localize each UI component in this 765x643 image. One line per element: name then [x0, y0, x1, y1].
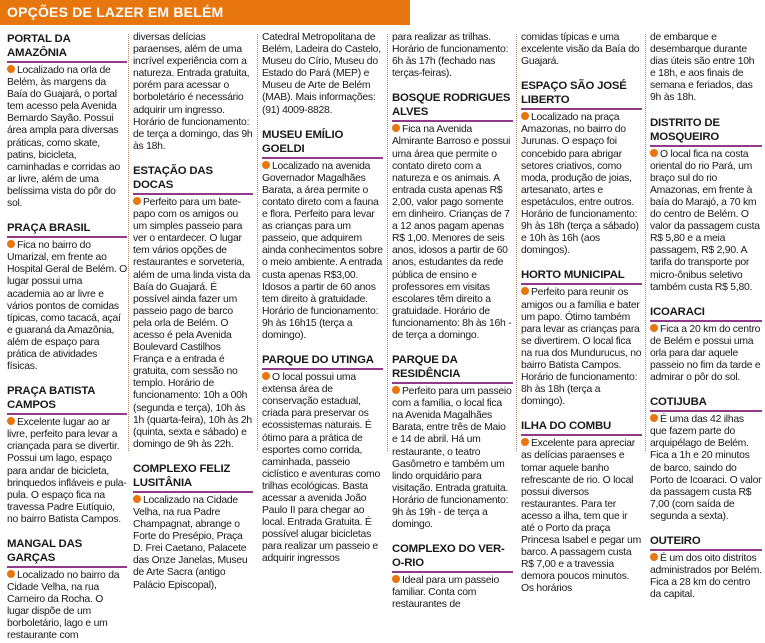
- orange-bullet-icon: [7, 417, 15, 425]
- page-title: OPÇÕES DE LAZER EM BELÉM: [7, 4, 224, 20]
- section-body: [7, 240, 127, 373]
- section-divider: [392, 571, 513, 573]
- section-body: [650, 324, 762, 384]
- section-divider: [521, 108, 642, 110]
- section-body: [392, 124, 513, 342]
- section-divider: [521, 434, 642, 436]
- section-body: [650, 149, 762, 294]
- section-text: Localizado na orla de Belém, às margens da Baía do Guajará, o portal tem acesso pela Avenida Bernardo Sayão. Possui área ampla para diversas práticas, como skate, patins, bicicleta, caminhadas e corridas ao ar livre, além de uma belíssima vista do pôr do sol.: [7, 65, 120, 210]
- section-text: Localizado na praça Amazonas, no bairro do Jurunas. O espaço foi concebido para abrigar setores criativos, como moda, produção de joias, artesanato, artes e espetáculos, entre outros. Horário de funcionamento: 9h às 18h (terça a sábado) e 10h às 16h (aos domingos).: [521, 112, 639, 257]
- section-text: Excelente para apreciar as delícias paraenses e tomar aquele banho refrescante de rio. O local possui diversos restaurantes. Para ter acesso a ilha, tem que ir até o Porto da praça Princesa Isabel e pegar um barco. A passagem custa R$ 7,00 e a travessia demora poucos minutos. Os horários: [521, 438, 641, 595]
- section-text: Ideal para um passeio familiar. Conta com restaurantes de: [392, 575, 499, 611]
- orange-bullet-icon: [262, 372, 270, 380]
- section-body: [392, 575, 513, 611]
- section-divider: [7, 413, 127, 415]
- section-text: Fica a 20 km do centro de Belém e possui uma orla para dar aquele passeio no fim da tarde e admirar o pôr do sol.: [650, 323, 761, 384]
- section-body: [521, 438, 642, 595]
- section-title: MANGAL DAS GARÇAS: [7, 538, 82, 564]
- section-text: Localizado na Cidade Velha, na rua Padre Champagnat, abrange o Forte do Presépio, Praça D. Frei Caetano, Palacete das Onze Janelas, Museu de Arte Sacra (antigo Palácio Episcopal),: [133, 494, 248, 591]
- column-1: [7, 32, 127, 642]
- section-title: COMPLEXO FELIZ LUSITÂNIA: [133, 462, 231, 489]
- section-divider: [7, 61, 127, 63]
- orange-bullet-icon: [392, 575, 400, 583]
- orange-bullet-icon: [7, 570, 15, 578]
- section-text: É uma das 42 ilhas que fazem parte do arquipélago de Belém. Fica a 1h e 20 minutos de barco, saindo do Porto de Icoaraci. O valor da passagem custa R$ 7,00 (com saída de segunda a sexta).: [650, 414, 762, 522]
- column-2: [133, 32, 253, 591]
- section-title: BOSQUE RODRIGUES ALVES: [392, 92, 511, 119]
- section-body: [262, 161, 383, 342]
- section-text: O local fica na costa oriental do rio Pará, um braço sul do rio Amazonas, em frente à baía do Marajó, a 70 km do centro de Belém. O valor da passagem custa R$ 5,80 e a meia passagem, R$ 2,90. A tarifa do transporte por micro-ônibus seletivo também custa R$ 5,80.: [650, 148, 760, 293]
- section-text: Fica na Avenida Almirante Barroso e possui uma área que permite o contato direto com a natureza e os animais. A entrada custa apenas R$ 2,00, valor pago somente em dinheiro. Crianças de 7 a 12 anos pagam apenas R$ 1,00. Menores de seis anos, idosos a partir de 60 anos, estudantes da rede pública de ensino e professores em visitas escolares têm direito a gratuidade. Horário de funcionamento: 8h às 16h - de terça a domingo.: [392, 124, 512, 341]
- section-divider: [650, 145, 762, 147]
- section-text: comidas típicas e uma excelente visão da Baía do Guajará.: [521, 32, 640, 68]
- orange-bullet-icon: [7, 65, 15, 73]
- section-body: [521, 32, 642, 68]
- column-3: [262, 32, 383, 565]
- page-title-banner: [0, 0, 410, 25]
- orange-bullet-icon: [650, 414, 658, 422]
- section-text: diversas delícias paraenses, além de uma incrível experiência com a natureza. Entrada gratuita, porém para acessar o borboletário é necessário adquirir um ingresso. Horário de funcionamento: de terça a domingo, das 9h às 18h.: [133, 32, 253, 152]
- section-divider: [392, 120, 513, 122]
- section-text: É um dos oito distritos administrados por Belém. Fica a 28 km do centro da capital.: [650, 553, 762, 601]
- section-divider: [650, 410, 762, 412]
- section-title: ILHA DO COMBU: [521, 420, 611, 433]
- section-divider: [7, 236, 127, 238]
- section-body: [650, 32, 762, 105]
- section-divider: [650, 320, 762, 322]
- section-text: de embarque e desembarque durante dias úteis são entre 10h e 18h, e aos finais de semana e feriados, das 9h às 18h.: [650, 32, 755, 104]
- section-divider: [521, 283, 642, 285]
- section-title: ESPAÇO SÃO JOSÉ LIBERTO: [521, 80, 627, 107]
- section-divider: [7, 566, 127, 568]
- section-body: [7, 65, 127, 210]
- section-body: [133, 32, 253, 153]
- column-5: [521, 32, 642, 595]
- section-text: Localizado no bairro da Cidade Velha, na rua Carneiro da Rocha. O lugar dispõe de um borboletário, lago e um restaurante com: [7, 570, 120, 642]
- section-body: [262, 372, 383, 566]
- section-text: Fica no bairro do Umarizal, em frente ao Hospital Geral de Belém. O lugar possui uma academia ao ar livre e vários pontos de comidas típicas, como tacacá, açaí e guaraná da Amazônia, além de espaço para prática de atividades físicas.: [7, 240, 127, 373]
- section-body: [650, 553, 762, 601]
- orange-bullet-icon: [650, 324, 658, 332]
- section-body: [521, 112, 642, 257]
- section-title: OUTEIRO: [650, 535, 701, 547]
- section-text: Perfeito para reunir os amigos ou a família e bater um papo. Ótimo também para levar as crianças para se divertirem. O local fica na rua dos Mundurucus, no bairro Batista Campos. Horário de funcionamento: 8h às 18h (terça a domingo).: [521, 287, 642, 408]
- section-title: MUSEU EMÍLIO GOELDI: [262, 128, 344, 155]
- section-title: PORTAL DA AMAZÔNIA: [7, 33, 71, 59]
- section-body: [521, 287, 642, 408]
- section-text: O local possui uma extensa área de conservação estadual, criada para preservar os ecossistemas naturais. É ótimo para a prática de esportes como corrida, caminhada, passeio ciclístico e aventuras como trilhas ecológicas. Basta acessar a avenida João Paulo II para chegar ao local. Entrada Gratuita. É possível alugar bicicletas para realizar um passeio e adquirir ingressos: [262, 372, 380, 565]
- orange-bullet-icon: [521, 112, 529, 120]
- section-divider: [133, 193, 253, 195]
- section-text: para realizar as trilhas. Horário de funcionamento: 6h às 17h (fechado nas terças-feiras).: [392, 32, 509, 80]
- orange-bullet-icon: [521, 287, 529, 295]
- section-divider: [650, 549, 762, 551]
- orange-bullet-icon: [262, 161, 270, 169]
- section-title: ICOARACI: [650, 305, 705, 318]
- orange-bullet-icon: [133, 197, 141, 205]
- section-title: COTIJUBA: [650, 396, 707, 409]
- section-body: [133, 197, 253, 451]
- section-body: [392, 32, 513, 80]
- article-columns: [0, 32, 765, 642]
- section-title: PRAÇA BATISTA CAMPOS: [7, 385, 95, 412]
- orange-bullet-icon: [521, 438, 529, 446]
- section-body: [7, 570, 127, 643]
- section-body: [133, 495, 253, 592]
- section-text: Excelente lugar ao ar livre, perfeito para levar a criançada para se divertir. Possui um lago, espaço para andar de bicicleta, brinquedos infláveis e pula-pula. O espaço fica na travessa Padre Eutíquio, no bairro Batista Campos.: [7, 417, 127, 525]
- section-title: PARQUE DA RESIDÊNCIA: [392, 354, 461, 381]
- section-divider: [262, 157, 383, 159]
- orange-bullet-icon: [392, 386, 400, 394]
- orange-bullet-icon: [133, 495, 141, 503]
- section-text: Localizado na avenida Governador Magalhães Barata, a área permite o contato direto com a fauna e flora. Perfeito para levar as crianças para um passeio, que adquirem ainda conhecimentos sobre o meio ambiente. A entrada custa apenas R$3,00. Idosos a partir de 60 anos tem direito à gratuidade. Horário de funcionamento: 9h às 16h15 (terça a domingo).: [262, 160, 383, 341]
- section-title: PARQUE DO UTINGA: [262, 354, 374, 367]
- section-body: [262, 32, 383, 117]
- section-text: Perfeito para um passeio com a família, o local fica na Avenida Magalhães Barata, entre três de Maio e 14 de abril. Há um restaurante, o teatro Gasômetro e também um lindo orquidário para visitação. Entrada gratuita. Horário de funcionamento: 9h às 19h - de terça a domingo.: [392, 386, 512, 531]
- section-text: Perfeito para um bate-papo com os amigos ou um simples passeio para ver o entardecer. O lugar tem vários opções de restaurantes e sorveteria, além de uma linda vista da Baía do Guajará. É possível ainda fazer um passeio pago de barco pela orla de Belém. O acesso é pela Avenida Boulevard Castilhos França e a entrada é gratuita, com sessão no templo. Horário de funcionamento: 10h a 00h (segunda e terça), 10h às 1h (quarta-feira), 10h às 2h (quinta, sexta e sábado) e domingo de 9h às 22h.: [133, 196, 252, 450]
- section-title: PRAÇA BRASIL: [7, 222, 91, 235]
- section-divider: [392, 382, 513, 384]
- orange-bullet-icon: [7, 240, 15, 248]
- section-body: [7, 417, 127, 526]
- section-title: ESTAÇÃO DAS DOCAS: [133, 164, 213, 191]
- orange-bullet-icon: [650, 149, 658, 157]
- section-divider: [262, 368, 383, 370]
- orange-bullet-icon: [392, 124, 400, 132]
- column-6: [650, 32, 762, 601]
- section-body: [650, 414, 762, 523]
- section-title: DISTRITO DE MOSQUEIRO: [650, 116, 720, 143]
- section-title: COMPLEXO DO VER-O-RIO: [392, 543, 505, 570]
- column-4: [392, 32, 513, 611]
- section-title: HORTO MUNICIPAL: [521, 269, 625, 282]
- section-body: [392, 386, 513, 531]
- section-divider: [133, 491, 253, 493]
- orange-bullet-icon: [650, 553, 658, 561]
- section-text: Catedral Metropolitana de Belém, Ladeira do Castelo, Museu do Círio, Museu do Estado do Pará (MEP) e Museu de Arte de Belém (MAB). Mais informações: (91) 4009-8828.: [262, 32, 381, 116]
